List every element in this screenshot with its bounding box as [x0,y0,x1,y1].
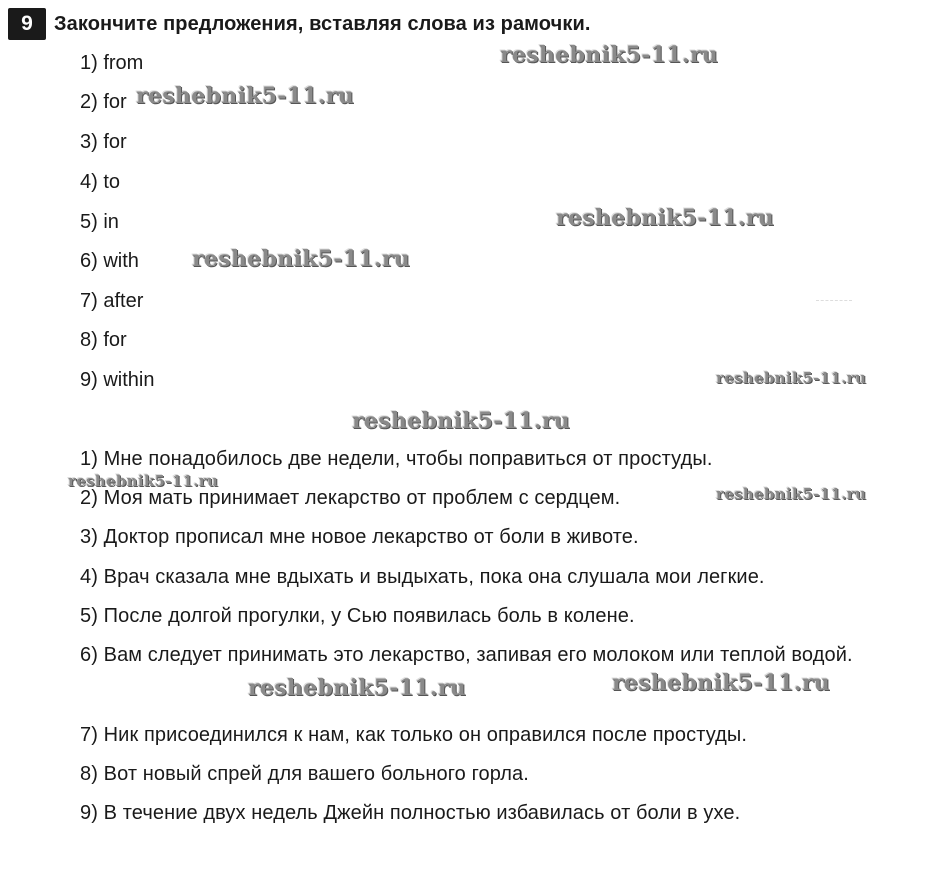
watermark: reshebnik5-11.ru [556,205,775,231]
translation-item: 2) Моя мать принимает лекарство от проблем с сердцем. [80,487,621,509]
exercise-instruction: Закончите предложения, вставляя слова из рамочки. [54,12,591,35]
answer-item: 3) for [80,131,127,153]
exercise-number-badge: 9 [8,8,46,40]
faint-divider [816,300,852,301]
answer-item: 6) with [80,250,139,272]
translation-item: 9) В течение двух недель Джейн полностью избавилась от боли в ухе. [80,802,741,824]
answer-item: 4) to [80,171,121,193]
exercise-header [8,8,591,40]
watermark: reshebnik5-11.ru [68,472,219,490]
translation-item: 3) Доктор прописал мне новое лекарство от боли в животе. [80,526,639,548]
answer-item: 7) after [80,290,144,312]
answer-item: 8) for [80,329,127,351]
answer-item: 9) within [80,369,155,391]
answer-item: 1) from [80,52,144,74]
translation-item: 4) Врач сказала мне вдыхать и выдыхать, пока она слушала мои легкие. [80,566,765,588]
translation-item: 6) Вам следует принимать это лекарство, запивая его молоком или теплой водой. [80,644,853,666]
watermark: reshebnik5-11.ru [192,246,411,272]
watermark: reshebnik5-11.ru [352,408,571,434]
watermark: reshebnik5-11.ru [500,42,719,68]
watermark: reshebnik5-11.ru [716,485,867,503]
watermark: reshebnik5-11.ru [716,369,867,387]
watermark: reshebnik5-11.ru [248,675,467,701]
translation-item: 7) Ник присоединился к нам, как только он оправился после простуды. [80,724,748,746]
translation-item: 8) Вот новый спрей для вашего больного горла. [80,763,529,785]
watermark: reshebnik5-11.ru [612,670,831,696]
answer-item: 2) for [80,91,127,113]
translation-item: 5) После долгой прогулки, у Сью появилась боль в колене. [80,605,635,627]
translation-item: 1) Мне понадобилось две недели, чтобы поправиться от простуды. [80,448,713,470]
watermark: reshebnik5-11.ru [136,83,355,109]
answer-item: 5) in [80,211,119,233]
